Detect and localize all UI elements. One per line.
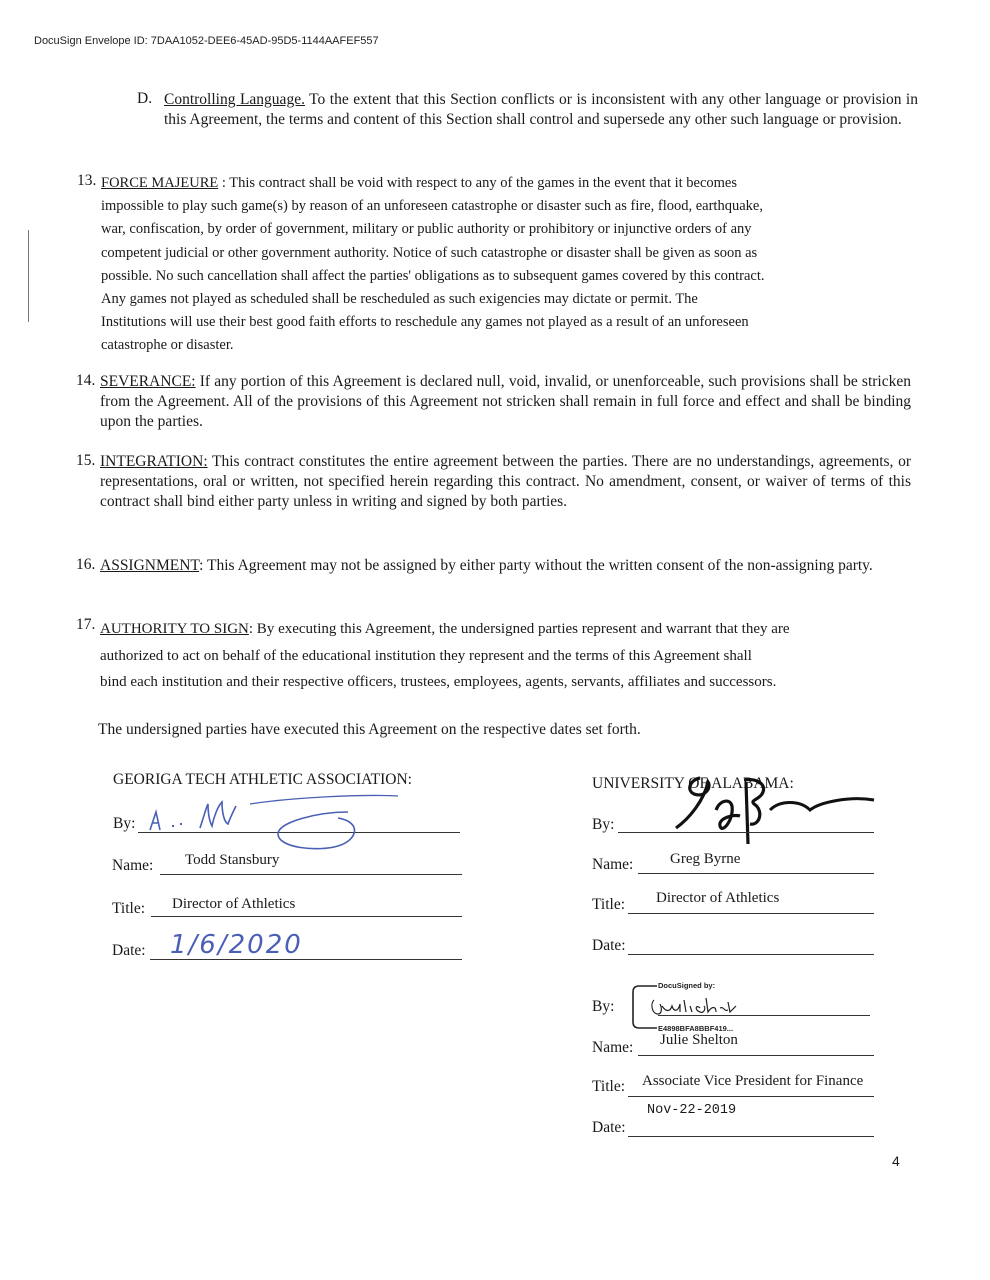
right-by-line (618, 832, 874, 833)
right-date-label: Date: (592, 937, 626, 954)
left-name-line (160, 874, 462, 875)
right-signature (660, 770, 880, 850)
left-org-name: GEORIGA TECH ATHLETIC ASSOCIATION: (113, 771, 412, 788)
section-17-line-1: : By executing this Agreement, the undersigned parties represent and warrant that they are (248, 621, 790, 637)
left-by-label: By: (113, 815, 136, 832)
section-d-text (164, 90, 918, 130)
section-13-line-7: Institutions will use their best good faith efforts to reschedule any games not played as a result of an unforeseen (101, 314, 749, 331)
section-14-text (100, 372, 911, 432)
left-name-value: Todd Stansbury (185, 852, 280, 868)
docusign-date-label: Date: (592, 1119, 626, 1136)
section-d-body: To the extent that this Section conflicts or is inconsistent with any other language or provision in this Agreement, the terms and content of this Section shall control and supersede any other such language or provision. (164, 91, 918, 128)
section-16-body: : This Agreement may not be assigned by either party without the written consent of the non-assigning party. (199, 557, 873, 574)
left-name-label: Name: (112, 857, 154, 874)
section-13-title: FORCE MAJEURE (101, 175, 219, 191)
right-name-line (638, 873, 874, 874)
section-17-title: AUTHORITY TO SIGN (100, 621, 249, 637)
section-13-text (101, 172, 911, 358)
section-14-body: If any portion of this Agreement is declared null, void, invalid, or unenforceable, such provisions shall be stricken from the Agreement. All of the provisions of this Agreement not stricken shall remain in full force and effect and shall be binding upon the parties. (100, 373, 911, 430)
docusign-title-label: Title: (592, 1078, 626, 1095)
section-16-title: ASSIGNMENT (100, 557, 200, 574)
docusign-date-value: Nov-22-2019 (647, 1103, 737, 1118)
margin-bar (28, 230, 29, 322)
section-14-marker: 14. (76, 372, 96, 389)
closing-statement: The undersigned parties have executed this Agreement on the respective dates set forth. (98, 721, 641, 738)
section-13-line-2: impossible to play such game(s) by reason of an unforeseen catastrophe or disaster such as fire, flood, earthquake, (101, 198, 763, 215)
section-17-line-2: authorized to act on behalf of the educational institution they represent and the terms of this Agreement shall (100, 647, 752, 664)
docusign-name-label: Name: (592, 1039, 634, 1056)
section-17-text (100, 616, 912, 696)
section-16-text (100, 556, 890, 576)
section-13-line-4: competent judicial or other government authority. Notice of such catastrophe or disaster shall be given as soon as (101, 244, 758, 261)
section-13-line-5: possible. No such cancellation shall affect the parties' obligations as to subsequent games covered by this contract. (101, 267, 765, 284)
right-title-line (628, 913, 874, 914)
section-14-title: SEVERANCE: (100, 373, 196, 390)
docusign-by-label: By: (592, 998, 615, 1015)
left-title-value: Director of Athletics (172, 896, 296, 912)
left-title-line (151, 916, 462, 917)
left-title-label: Title: (112, 900, 146, 917)
section-d-title: Controlling Language. (164, 91, 305, 108)
page-number: 4 (892, 1153, 900, 1169)
section-13-line-3: war, confiscation, by order of government, military or public authority or prohibitory or injunctive orders of any (101, 221, 752, 238)
docusign-signature (644, 994, 744, 1020)
docusign-signature-id: E4898BFA8BBF419... (658, 1024, 734, 1033)
envelope-id: DocuSign Envelope ID: 7DAA1052-DEE6-45AD-95D5-1144AAFEF557 (34, 35, 379, 47)
section-15-marker: 15. (76, 452, 96, 469)
docusign-signed-by-label: DocuSigned by: (658, 981, 716, 990)
right-org-name: UNIVERSITY OF ALABAMA: (592, 775, 794, 792)
docusign-title-line (628, 1096, 874, 1097)
right-title-value: Director of Athletics (656, 890, 780, 906)
docusign-name-line (638, 1055, 874, 1056)
section-13-line-8: catastrophe or disaster. (101, 337, 234, 354)
section-15-body: This contract constitutes the entire agreement between the parties. There are no understandings, agreements, or representations, oral or written, not specified herein regarding this contract. No amendment, consent, or waiver of terms of this contract shall bind either party unless in writing and signed by both parties. (100, 453, 911, 510)
left-date-label: Date: (112, 942, 146, 959)
right-date-line (628, 954, 874, 955)
section-15-title: INTEGRATION: (100, 453, 208, 470)
section-13-line-1: : This contract shall be void with respect to any of the games in the event that it becomes (218, 175, 738, 191)
docusign-title-value: Associate Vice President for Finance (642, 1073, 864, 1089)
section-17-line-3: bind each institution and their respective officers, trustees, employees, agents, servants, affiliates and successors. (100, 674, 777, 690)
section-17-marker: 17. (76, 616, 96, 633)
section-15-text (100, 452, 911, 512)
section-16-marker: 16. (76, 556, 96, 573)
section-13-line-6: Any games not played as scheduled shall be rescheduled as such exigencies may dictate or permit. The (101, 291, 698, 308)
docusign-date-line (628, 1136, 874, 1137)
right-name-value: Greg Byrne (670, 851, 741, 867)
left-signature (138, 790, 418, 860)
left-date-handwritten: 1/6/2020 (170, 930, 303, 960)
docusign-name-value: Julie Shelton (660, 1032, 738, 1048)
right-by-label: By: (592, 816, 615, 833)
right-name-label: Name: (592, 856, 634, 873)
right-title-label: Title: (592, 896, 626, 913)
section-13-marker: 13. (77, 172, 97, 189)
section-d-marker: D. (137, 90, 153, 107)
